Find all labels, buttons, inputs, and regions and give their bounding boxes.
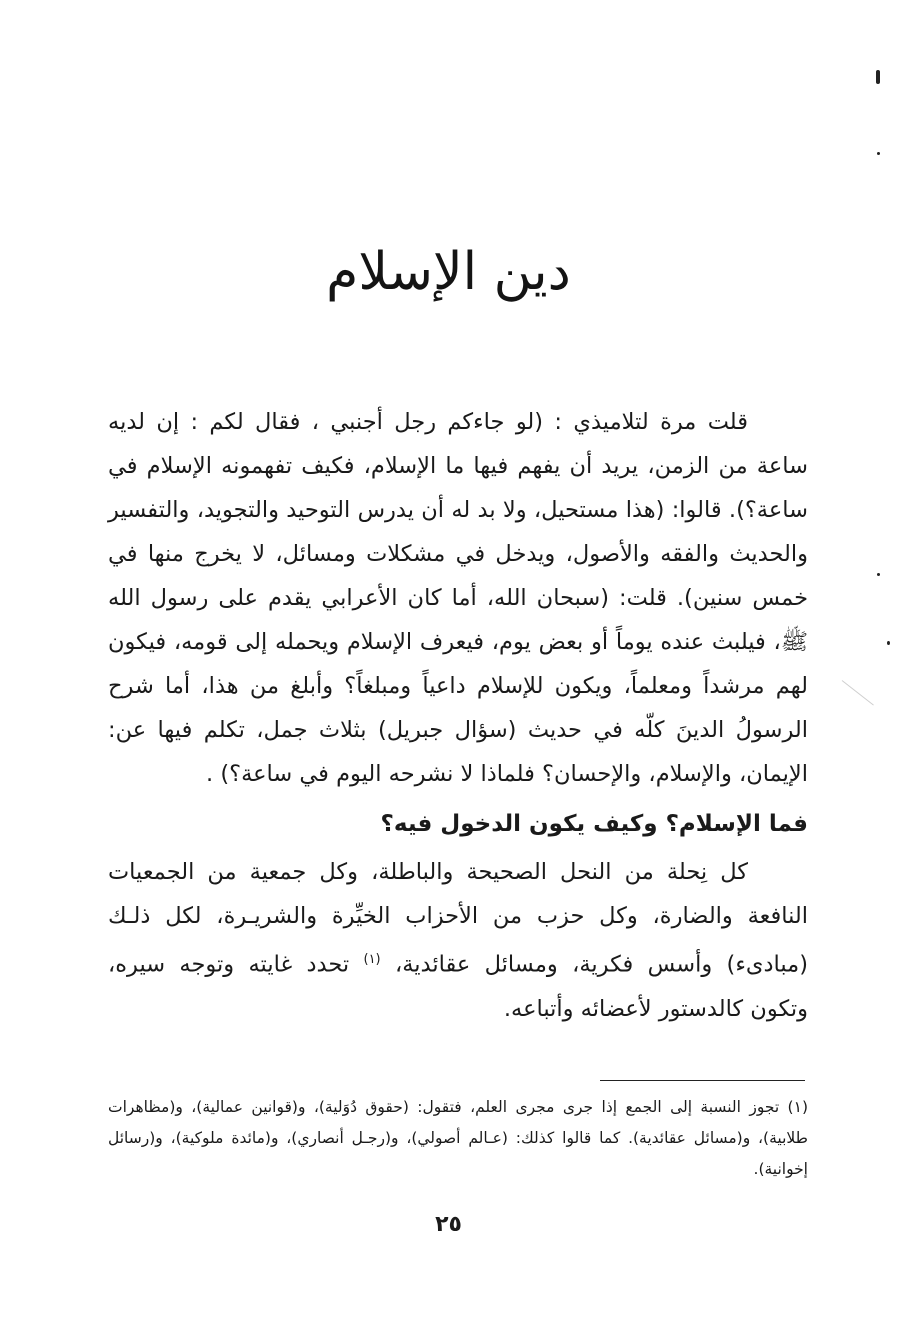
scan-mark xyxy=(877,152,880,155)
paragraph-text: كل نِحلة من النحل الصحيحة والباطلة، وكل جمعية من الجمعيات النافعة والضارة، وكل حزب من الأحزاب الخيِّرة والشريـرة، لكل ذلـك (مبادىء) وأسس فكرية، ومسائل عقائدية، xyxy=(108,859,809,978)
chapter-title: دين الإسلام xyxy=(326,242,571,302)
page-number: ٢٥ xyxy=(435,1212,462,1237)
scan-mark xyxy=(876,70,880,84)
footnotes xyxy=(108,1092,808,1185)
paragraph xyxy=(108,850,808,1031)
scan-mark xyxy=(877,573,880,576)
scan-artifact-line xyxy=(842,680,874,705)
scan-mark xyxy=(887,641,890,645)
paragraph: قلت مرة لتلاميذي : (لو جاءكم رجل أجنبي ، فقال لكم : إن لديه ساعة من الزمن، يريد أن يفهم فيها ما الإسلام، فكيف تفهمونه الإسلام في ساعة؟). قالوا: (هذا مستحيل، ولا بد له أن يدرس التوحيد والتجويد، والتفسير والحديث والفقه والأصول، ويدخل في مشكلات ومسائل، لا يخرج منها في خمس سنين). قلت: (سبحان الله، أما كان الأعرابي يقدم على رسول الله ﷺ، فيلبث عنده يوماً أو بعض يوم، فيعرف الإسلام ويحمله إلى قومه، فيكون لهم مرشداً ومعلماً، ويكون للإسلام داعياً ومبلغاً؟ وأبلغ من هذا، أما شرح الرسولُ الدينَ كلّه في حديث (سؤال جبريل) بثلاث جمل، تكلم فيها عن: الإيمان، والإسلام، والإحسان؟ فلماذا لا نشرحه اليوم في ساعة؟) . xyxy=(108,409,808,787)
body-text xyxy=(108,400,808,1031)
footnote: (١) تجوز النسبة إلى الجمع إذا جرى مجرى العلم، فتقول: (حقوق دُوَلية)، و(قوانين عمالية)، و(مظاهرات طلابية)، و(مسائل عقائدية). كما قالوا كذلك: (عـالم أصولي)، و(رجـل أنصاري)، و(مائدة ملوكية)، و(رسائل إخوانية). xyxy=(108,1098,808,1178)
footnote-separator xyxy=(600,1080,805,1081)
footnote-reference: (١) xyxy=(363,952,381,967)
section-heading: فما الإسلام؟ وكيف يكون الدخول فيه؟ xyxy=(380,811,808,837)
paragraph-text: تحدد غايته وتوجه سيره، وتكون كالدستور لأعضائه وأتباعه. xyxy=(108,951,808,1022)
